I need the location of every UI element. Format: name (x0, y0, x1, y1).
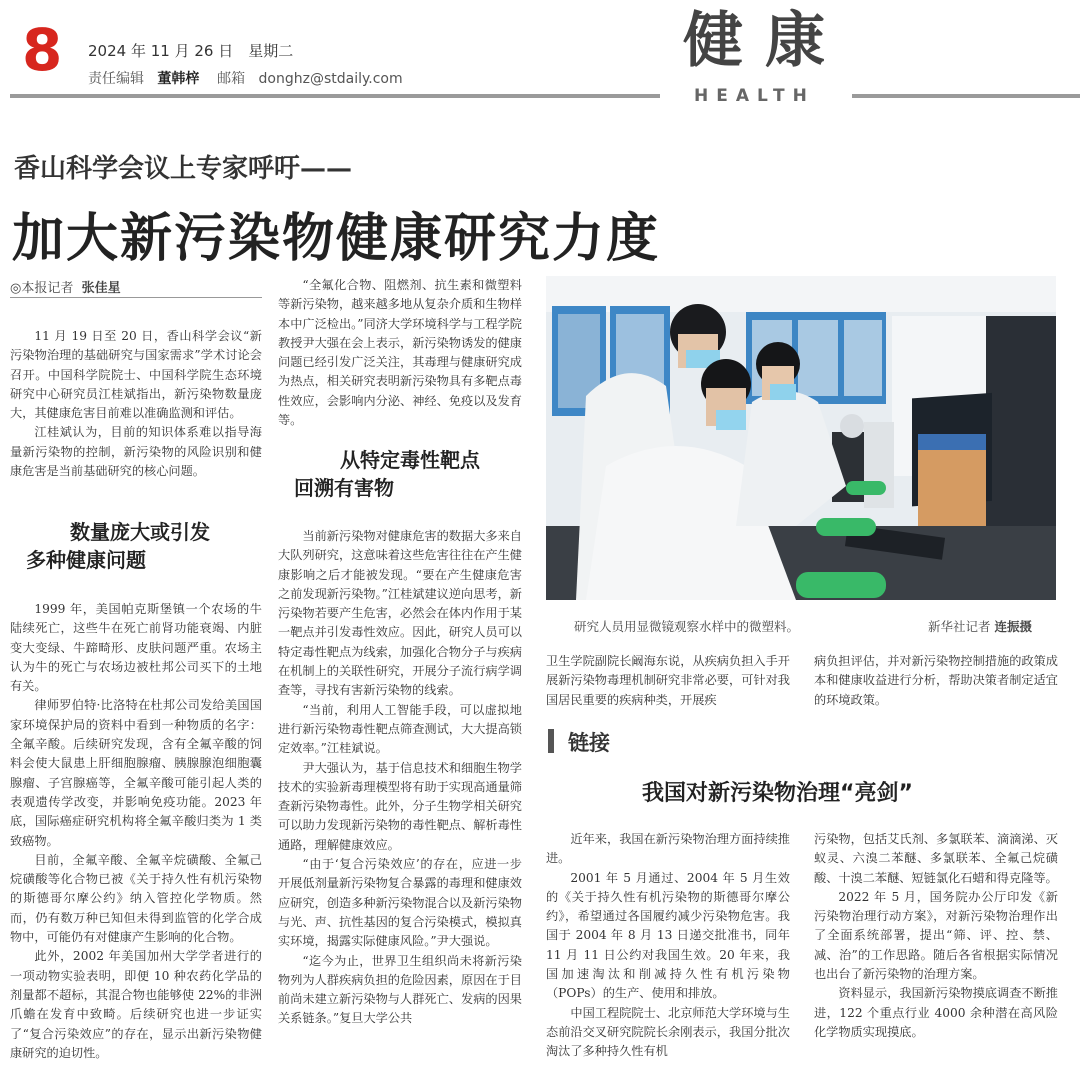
page-number: 8 (22, 16, 63, 84)
photo-credit (928, 617, 1032, 635)
column-4-top (814, 652, 1058, 710)
paragraph: “全氟化合物、阻燃剂、抗生素和微塑料等新污染物，越来越多地从复杂介质和生物样本中广泛检出。”同济大学环境科学与工程学院教授尹大强在会上表示，新污染物诱发的健康问题已经引发广泛关注，其毒理与健康研究成为热点，相关研究表明新污染物具有多靶点毒性效应，会影响内分泌、神经、免疫以及发育等。 (278, 278, 522, 428)
photo-credit-prefix: 新华社记者 (928, 619, 991, 634)
column-1-top (10, 327, 262, 481)
mail-label: 邮箱 (217, 71, 246, 87)
paragraph: 病负担评估，并对新污染物控制措施的政策成本和健康收益进行分析，帮助决策者制定适宜的环境政策。 (814, 654, 1058, 707)
photo-caption: 研究人员用显微镜观察水样中的微塑料。 (574, 619, 800, 634)
lab-photo-illustration (546, 276, 1056, 600)
paragraph: 当前新污染物对健康危害的数据大多来自大队列研究，这意味着这些危害往往在产生健康影响之后才能被发现。“要在产生健康危害之前发现新污染物。”江桂斌建议逆向思考，新污染物若要产生危害，必然会在体内作用于某一靶点并引发毒性效应。因此，研究人员可以特定毒性靶点为线索，加强化合物分子与疾病在机制上的关联性研究，开展分子流行病学调查等，寻找有害新污染物的线索。 (278, 529, 522, 698)
column-3-top (546, 652, 790, 710)
sidebar-column-2 (814, 830, 1058, 1042)
column-2-top (278, 276, 522, 430)
sidebar-column-1 (546, 830, 790, 1062)
paragraph: 卫生学院副院长阚海东说，从疾病负担入手开展新污染物毒理机制研究非常必要，可针对我国居民重要的疾病种类，开展疾 (546, 654, 790, 707)
paragraph: 律师罗伯特·比洛特在杜邦公司发给美国国家环境保护局的资料中看到一种物质的名字：全氟辛酸。后续研究发现，含有全氟辛酸的饲料会使大鼠患上肝细胞腺瘤、胰腺腺泡细胞囊腺瘤、子宫腺癌等，全氟辛酸可能引起人类的表观遗传学改变，并影响免疫功能。2023 年底，国际癌症研究机构将全氟辛酸归类为 1 类致癌物。 (10, 698, 262, 848)
paragraph: 尹大强认为，基于信息技术和细胞生物学技术的实验新毒理模型将有助于实现高通量筛查新污染物毒性。此外，分子生物学相关研究可以助力发现新污染物的毒性靶点、解析毒性通路，理解健康效应。 (278, 760, 522, 852)
paragraph: “当前，利用人工智能手段，可以虚拟地进行新污染物毒性靶点筛查测试，大大提高锁定效率。”江桂斌说。 (278, 702, 522, 756)
paragraph: 污染物，包括艾氏剂、多氯联苯、滴滴涕、灭蚁灵、六溴二苯醚、多氯联苯、全氟己烷磺酸、十溴二苯醚、短链氯化石蜡和得克隆等。 (814, 832, 1058, 885)
editor-line (88, 68, 403, 88)
sidebar-label: 链接 (568, 731, 610, 755)
byline-prefix: ◎本报记者 (10, 281, 74, 296)
byline (10, 277, 121, 296)
subhead-2-line1: 从特定毒性靶点 (340, 448, 480, 472)
section-title-en: HEALTH (694, 86, 815, 106)
paragraph: 1999 年，美国帕克斯堡镇一个农场的牛陆续死亡，这些牛在死亡前肾功能衰竭、内脏变大变绿、牛蹄畸形、皮肤问题严重。农场主认为牛的死亡与农场边被杜邦公司买下的土地有关。 (10, 602, 262, 694)
subhead-1-line1: 数量庞大或引发 (70, 520, 210, 544)
paragraph: 11 月 19 日至 20 日，香山科学会议“新污染物治理的基础研究与国家需求”学术讨论会召开。中国科学院院士、中国科学院生态环境研究中心研究员江桂斌指出，新污染物数量庞大，其健康危害目前难以准确监测和评估。 (10, 329, 262, 421)
paragraph: 资料显示，我国新污染物摸底调查不断推进，122 个重点行业 4000 余种潜在高风险化学物质实现摸底。 (814, 986, 1058, 1039)
issue-date: 2024 年 11 月 26 日 星期二 (88, 42, 294, 60)
photo-credit-name: 连振摄 (994, 619, 1033, 634)
sidebar-headline: 我国对新污染物治理“亮剑” (642, 781, 913, 806)
subhead-2-line2: 回溯有害物 (294, 476, 394, 500)
paragraph: “迄今为止，世界卫生组织尚未将新污染物列为人群疾病负担的危险因素，原因在于目前尚未建立新污染物与人群死亡、发病的因果关系链条。”复旦大学公共 (278, 953, 522, 1026)
masthead-rule-right (852, 94, 1080, 98)
paragraph: 近年来，我国在新污染物治理方面持续推进。 (546, 832, 790, 866)
column-1-body (10, 600, 262, 1063)
subhead-1-line2: 多种健康问题 (26, 548, 146, 572)
editor-name: 董韩梓 (157, 71, 200, 87)
paragraph: 目前，全氟辛酸、全氟辛烷磺酸、全氟己烷磺酸等化合物已被《关于持久性有机污染物的斯德哥尔摩公约》纳入管控化学物质。然而，仍有数万种已知但未得到监管的化学合成物中，可能仍有对健康产生影响的化合物。 (10, 852, 262, 945)
paragraph: 2001 年 5 月通过、2004 年 5 月生效的《关于持久性有机污染物的斯德哥尔摩公约》，希望通过各国履约减少污染物危害。我国于 2004 年 8 月 13 日递交批准书，同年 11 月 11 日公约对我国生效。20 年来，我国加速淘汰和削减持久性有机污染物（POPs）的生产、使用和排放。 (546, 870, 790, 1001)
section-title: 健康 (683, 6, 847, 76)
sidebar-label-bar (548, 729, 554, 753)
byline-rule (10, 297, 262, 298)
editor-email: donghz@stdaily.com (258, 71, 403, 87)
lab-photo (546, 276, 1056, 600)
paragraph: 2022 年 5 月，国务院办公厅印发《新污染物治理行动方案》，对新污染物治理作出了全面系统部署，提出“筛、评、控、禁、减、治”的工作思路。随后各省根据实际情况也出台了新污染物的治理方案。 (814, 889, 1058, 982)
paragraph: 此外，2002 年美国加州大学学者进行的一项动物实验表明，即便 10 种农药化学品的剂量都不超标，其混合物也能够使 22%的非洲爪蟾在发育中致畸。后续研究也进一步证实了“复合污染效应”的存在，显示出新污染物健康研究的迫切性。 (10, 949, 262, 1060)
paragraph: 中国工程院院士、北京师范大学环境与生态前沿交叉研究院院长余刚表示，我国分批次淘汰了多种持久性有机 (546, 1005, 790, 1059)
paragraph: “由于‘复合污染效应’的存在，应进一步开展低剂量新污染物复合暴露的毒理和健康效应研究，创造多种新污染物混合以及新污染物与光、声、抗性基因的复合污染模式，模拟真实环境，揭露实际健康风险。”尹大强说。 (278, 857, 522, 949)
editor-label: 责任编辑 (88, 71, 144, 87)
column-2-body (278, 527, 522, 1029)
paragraph: 江桂斌认为，目前的知识体系难以指导海量新污染物的控制，新污染物的风险识别和健康危害是当前基础研究的核心问题。 (10, 425, 262, 479)
masthead-rule-left (10, 94, 660, 98)
byline-name: 张佳星 (81, 281, 121, 296)
article-kicker: 香山科学会议上专家呼吁—— (14, 154, 353, 184)
article-headline: 加大新污染物健康研究力度 (12, 209, 661, 269)
